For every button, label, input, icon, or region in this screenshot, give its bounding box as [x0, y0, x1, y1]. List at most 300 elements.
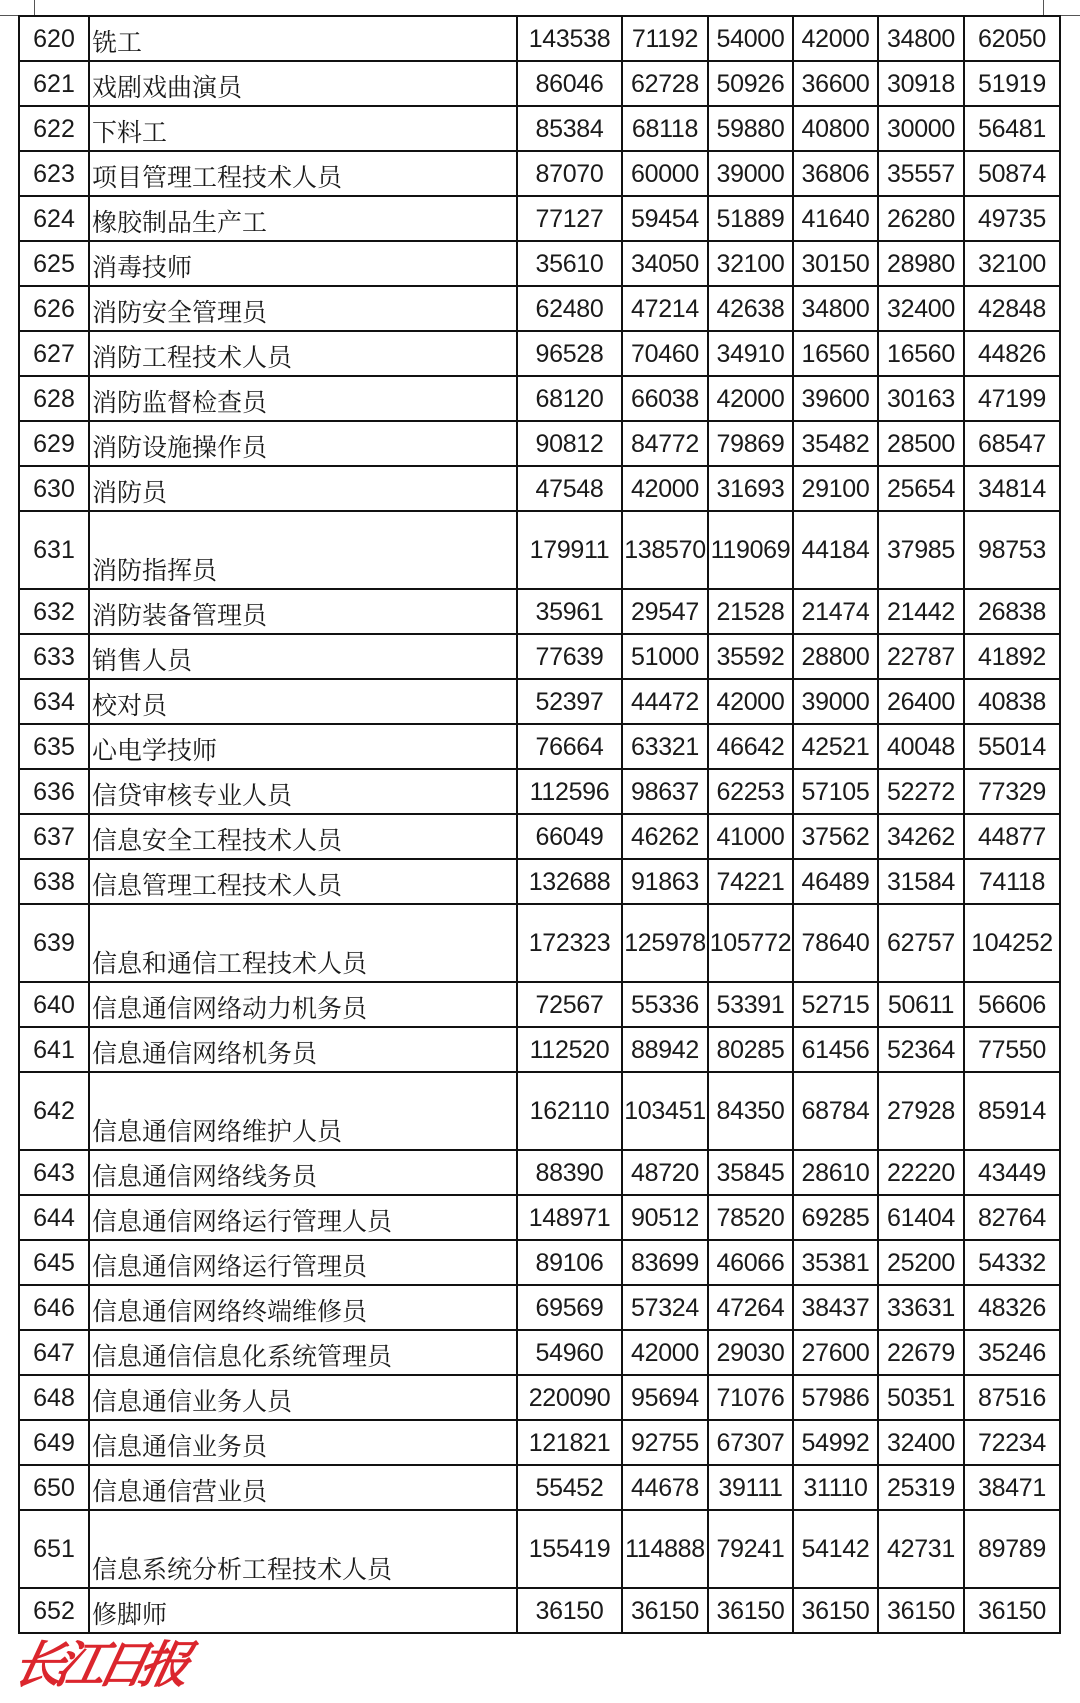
page-corner-mark-right: [1043, 0, 1044, 15]
salary-value: 62253: [708, 769, 793, 814]
salary-value: 54992: [793, 1420, 878, 1465]
salary-value: 22787: [878, 634, 964, 679]
occupation-name: 信息系统分析工程技术人员: [89, 1510, 517, 1588]
occupation-name: 消防员: [89, 466, 517, 511]
salary-value: 44184: [793, 511, 878, 589]
salary-value: 42000: [793, 16, 878, 61]
salary-value: 36806: [793, 151, 878, 196]
salary-value: 89789: [964, 1510, 1060, 1588]
salary-value: 30000: [878, 106, 964, 151]
salary-value: 34800: [793, 286, 878, 331]
table-row: [19, 1420, 1080, 1465]
row-index: 636: [19, 769, 89, 814]
table-row: [19, 376, 1080, 421]
salary-value: 44877: [964, 814, 1060, 859]
table-row: [19, 1285, 1080, 1330]
row-index: 638: [19, 859, 89, 904]
table-row: [19, 1330, 1080, 1375]
salary-value: 50611: [878, 982, 964, 1027]
salary-value: 55452: [517, 1465, 622, 1510]
row-index: 634: [19, 679, 89, 724]
salary-value: 85384: [517, 106, 622, 151]
occupation-name: 信息通信网络运行管理员: [89, 1240, 517, 1285]
salary-value: 47214: [622, 286, 708, 331]
salary-value: 69285: [793, 1195, 878, 1240]
salary-value: 78640: [793, 904, 878, 982]
salary-value: 46066: [708, 1240, 793, 1285]
salary-value: 77329: [964, 769, 1060, 814]
occupation-name: 消防监督检查员: [89, 376, 517, 421]
salary-value: 54960: [517, 1330, 622, 1375]
salary-value: 70460: [622, 331, 708, 376]
salary-value: 51919: [964, 61, 1060, 106]
row-index: 627: [19, 331, 89, 376]
salary-value: 114888: [622, 1510, 708, 1588]
salary-value: 35557: [878, 151, 964, 196]
salary-value: 16560: [793, 331, 878, 376]
salary-value: 35610: [517, 241, 622, 286]
salary-value: 55336: [622, 982, 708, 1027]
salary-value: 35381: [793, 1240, 878, 1285]
salary-value: 51000: [622, 634, 708, 679]
salary-value: 29030: [708, 1330, 793, 1375]
salary-value: 77550: [964, 1027, 1060, 1072]
salary-value: 28980: [878, 241, 964, 286]
salary-value: 79869: [708, 421, 793, 466]
salary-value: 41000: [708, 814, 793, 859]
salary-value: 49735: [964, 196, 1060, 241]
salary-value: 29100: [793, 466, 878, 511]
salary-value: 34814: [964, 466, 1060, 511]
salary-value: 66049: [517, 814, 622, 859]
salary-value: 35961: [517, 589, 622, 634]
salary-value: 34910: [708, 331, 793, 376]
salary-value: 62757: [878, 904, 964, 982]
salary-value: 22679: [878, 1330, 964, 1375]
salary-value: 40800: [793, 106, 878, 151]
salary-value: 40048: [878, 724, 964, 769]
salary-value: 105772: [708, 904, 793, 982]
salary-value: 74221: [708, 859, 793, 904]
salary-value: 26838: [964, 589, 1060, 634]
salary-table: [18, 15, 1080, 1634]
salary-value: 36150: [708, 1588, 793, 1633]
salary-value: 35592: [708, 634, 793, 679]
salary-value: 78520: [708, 1195, 793, 1240]
occupation-name: 信息通信业务人员: [89, 1375, 517, 1420]
table-row: [19, 106, 1080, 151]
salary-value: 54000: [708, 16, 793, 61]
row-index: 645: [19, 1240, 89, 1285]
occupation-name: 信息和通信工程技术人员: [89, 904, 517, 982]
salary-value: 103451: [622, 1072, 708, 1150]
salary-value: 32400: [878, 1420, 964, 1465]
salary-value: 68120: [517, 376, 622, 421]
salary-value: 59880: [708, 106, 793, 151]
salary-value: 68784: [793, 1072, 878, 1150]
salary-value: 89106: [517, 1240, 622, 1285]
occupation-name: 信息安全工程技术人员: [89, 814, 517, 859]
salary-value: 34262: [878, 814, 964, 859]
salary-value: 85914: [964, 1072, 1060, 1150]
salary-value: 61456: [793, 1027, 878, 1072]
table-row: [19, 904, 1080, 982]
salary-value: 61404: [878, 1195, 964, 1240]
salary-value: 41640: [793, 196, 878, 241]
salary-value: 32400: [878, 286, 964, 331]
salary-value: 98637: [622, 769, 708, 814]
salary-value: 43449: [964, 1150, 1060, 1195]
table-row: [19, 466, 1080, 511]
occupation-name: 橡胶制品生产工: [89, 196, 517, 241]
table-row: [19, 634, 1080, 679]
salary-value: 39600: [793, 376, 878, 421]
salary-value: 48326: [964, 1285, 1060, 1330]
salary-value: 29547: [622, 589, 708, 634]
row-index: 650: [19, 1465, 89, 1510]
table-row: [19, 679, 1080, 724]
salary-value: 37562: [793, 814, 878, 859]
salary-value: 52272: [878, 769, 964, 814]
salary-value: 31693: [708, 466, 793, 511]
table-row: [19, 61, 1080, 106]
occupation-name: 信息通信网络运行管理人员: [89, 1195, 517, 1240]
salary-value: 41892: [964, 634, 1060, 679]
salary-value: 80285: [708, 1027, 793, 1072]
table-row: [19, 769, 1080, 814]
salary-value: 51889: [708, 196, 793, 241]
occupation-name: 信息通信网络终端维修员: [89, 1285, 517, 1330]
salary-value: 56606: [964, 982, 1060, 1027]
row-index: 622: [19, 106, 89, 151]
salary-value: 82764: [964, 1195, 1060, 1240]
salary-value: 91863: [622, 859, 708, 904]
salary-value: 30163: [878, 376, 964, 421]
salary-value: 67307: [708, 1420, 793, 1465]
row-index: 649: [19, 1420, 89, 1465]
salary-value: 42731: [878, 1510, 964, 1588]
salary-value: 28800: [793, 634, 878, 679]
salary-value: 96528: [517, 331, 622, 376]
salary-value: 84772: [622, 421, 708, 466]
salary-value: 28610: [793, 1150, 878, 1195]
table-row: [19, 1027, 1080, 1072]
salary-value: 25654: [878, 466, 964, 511]
table-row: [19, 859, 1080, 904]
salary-value: 95694: [622, 1375, 708, 1420]
salary-value: 88390: [517, 1150, 622, 1195]
occupation-name: 信息通信信息化系统管理员: [89, 1330, 517, 1375]
salary-value: 42000: [622, 1330, 708, 1375]
salary-value: 71192: [622, 16, 708, 61]
salary-value: 54332: [964, 1240, 1060, 1285]
salary-value: 50351: [878, 1375, 964, 1420]
salary-value: 172323: [517, 904, 622, 982]
page-corner-mark-left-h: [0, 15, 18, 16]
salary-value: 47548: [517, 466, 622, 511]
row-index: 628: [19, 376, 89, 421]
row-index: 646: [19, 1285, 89, 1330]
salary-value: 39000: [793, 679, 878, 724]
table-row: [19, 724, 1080, 769]
occupation-name: 消防装备管理员: [89, 589, 517, 634]
salary-value: 46642: [708, 724, 793, 769]
salary-value: 36150: [793, 1588, 878, 1633]
salary-value: 42848: [964, 286, 1060, 331]
salary-value: 83699: [622, 1240, 708, 1285]
table-row: [19, 1072, 1080, 1150]
table-row: [19, 151, 1080, 196]
salary-value: 63321: [622, 724, 708, 769]
salary-value: 57986: [793, 1375, 878, 1420]
salary-value: 62050: [964, 16, 1060, 61]
salary-value: 220090: [517, 1375, 622, 1420]
occupation-name: 铣工: [89, 16, 517, 61]
salary-value: 42000: [708, 376, 793, 421]
salary-value: 31584: [878, 859, 964, 904]
salary-value: 36600: [793, 61, 878, 106]
row-index: 633: [19, 634, 89, 679]
occupation-name: 消防指挥员: [89, 511, 517, 589]
salary-value: 155419: [517, 1510, 622, 1588]
row-index: 626: [19, 286, 89, 331]
occupation-name: 项目管理工程技术人员: [89, 151, 517, 196]
salary-value: 53391: [708, 982, 793, 1027]
salary-value: 54142: [793, 1510, 878, 1588]
salary-value: 48720: [622, 1150, 708, 1195]
table-row: [19, 196, 1080, 241]
salary-value: 50926: [708, 61, 793, 106]
row-index: 637: [19, 814, 89, 859]
occupation-name: 修脚师: [89, 1588, 517, 1633]
row-index: 639: [19, 904, 89, 982]
salary-value: 21528: [708, 589, 793, 634]
salary-value: 132688: [517, 859, 622, 904]
salary-value: 74118: [964, 859, 1060, 904]
salary-value: 42638: [708, 286, 793, 331]
row-index: 644: [19, 1195, 89, 1240]
table-row: [19, 814, 1080, 859]
salary-value: 25200: [878, 1240, 964, 1285]
salary-value: 87516: [964, 1375, 1060, 1420]
salary-value: 87070: [517, 151, 622, 196]
salary-value: 27600: [793, 1330, 878, 1375]
salary-value: 52364: [878, 1027, 964, 1072]
occupation-name: 信息通信网络动力机务员: [89, 982, 517, 1027]
salary-value: 21474: [793, 589, 878, 634]
salary-value: 36150: [964, 1588, 1060, 1633]
salary-value: 36150: [517, 1588, 622, 1633]
salary-value: 72567: [517, 982, 622, 1027]
occupation-name: 下料工: [89, 106, 517, 151]
salary-value: 72234: [964, 1420, 1060, 1465]
salary-value: 46489: [793, 859, 878, 904]
salary-value: 36150: [878, 1588, 964, 1633]
row-index: 631: [19, 511, 89, 589]
salary-value: 68118: [622, 106, 708, 151]
salary-value: 44678: [622, 1465, 708, 1510]
salary-value: 47264: [708, 1285, 793, 1330]
salary-value: 55014: [964, 724, 1060, 769]
salary-value: 38471: [964, 1465, 1060, 1510]
salary-value: 33631: [878, 1285, 964, 1330]
table-row: [19, 1510, 1080, 1588]
salary-value: 36150: [622, 1588, 708, 1633]
table-row: [19, 1150, 1080, 1195]
salary-value: 104252: [964, 904, 1060, 982]
table-row: [19, 1195, 1080, 1240]
salary-value: 90512: [622, 1195, 708, 1240]
salary-value: 27928: [878, 1072, 964, 1150]
row-index: 620: [19, 16, 89, 61]
salary-value: 42000: [622, 466, 708, 511]
occupation-name: 信息通信网络维护人员: [89, 1072, 517, 1150]
salary-value: 37985: [878, 511, 964, 589]
salary-value: 84350: [708, 1072, 793, 1150]
occupation-name: 信息通信网络机务员: [89, 1027, 517, 1072]
occupation-name: 信息管理工程技术人员: [89, 859, 517, 904]
salary-value: 26280: [878, 196, 964, 241]
row-index: 632: [19, 589, 89, 634]
row-index: 640: [19, 982, 89, 1027]
table-row: [19, 982, 1080, 1027]
row-index: 621: [19, 61, 89, 106]
table-row: [19, 589, 1080, 634]
row-index: 625: [19, 241, 89, 286]
row-index: 624: [19, 196, 89, 241]
salary-value: 46262: [622, 814, 708, 859]
salary-value: 77127: [517, 196, 622, 241]
row-index: 651: [19, 1510, 89, 1588]
table-body: [19, 16, 1080, 1633]
salary-value: 39000: [708, 151, 793, 196]
occupation-name: 消防设施操作员: [89, 421, 517, 466]
table-row: [19, 241, 1080, 286]
salary-value: 179911: [517, 511, 622, 589]
salary-value: 68547: [964, 421, 1060, 466]
occupation-name: 校对员: [89, 679, 517, 724]
occupation-name: 消毒技师: [89, 241, 517, 286]
salary-value: 62728: [622, 61, 708, 106]
occupation-name: 戏剧戏曲演员: [89, 61, 517, 106]
salary-value: 31110: [793, 1465, 878, 1510]
salary-value: 40838: [964, 679, 1060, 724]
row-index: 641: [19, 1027, 89, 1072]
table-row: [19, 1375, 1080, 1420]
salary-value: 76664: [517, 724, 622, 769]
salary-value: 69569: [517, 1285, 622, 1330]
salary-value: 34800: [878, 16, 964, 61]
salary-value: 28500: [878, 421, 964, 466]
salary-value: 30918: [878, 61, 964, 106]
salary-value: 162110: [517, 1072, 622, 1150]
salary-value: 62480: [517, 286, 622, 331]
row-index: 652: [19, 1588, 89, 1633]
salary-value: 22220: [878, 1150, 964, 1195]
salary-value: 59454: [622, 196, 708, 241]
salary-value: 52397: [517, 679, 622, 724]
salary-value: 112596: [517, 769, 622, 814]
salary-value: 88942: [622, 1027, 708, 1072]
salary-value: 121821: [517, 1420, 622, 1465]
salary-value: 112520: [517, 1027, 622, 1072]
salary-value: 47199: [964, 376, 1060, 421]
salary-value: 35845: [708, 1150, 793, 1195]
table-row: [19, 421, 1080, 466]
table-row: [19, 331, 1080, 376]
salary-value: 38437: [793, 1285, 878, 1330]
table-row: [19, 1240, 1080, 1285]
row-index: 629: [19, 421, 89, 466]
salary-value: 125978: [622, 904, 708, 982]
salary-value: 25319: [878, 1465, 964, 1510]
salary-value: 92755: [622, 1420, 708, 1465]
table-row: [19, 16, 1080, 61]
salary-value: 56481: [964, 106, 1060, 151]
occupation-name: 消防安全管理员: [89, 286, 517, 331]
row-index: 630: [19, 466, 89, 511]
salary-value: 86046: [517, 61, 622, 106]
salary-value: 32100: [964, 241, 1060, 286]
salary-value: 44472: [622, 679, 708, 724]
salary-value: 16560: [878, 331, 964, 376]
occupation-name: 销售人员: [89, 634, 517, 679]
salary-value: 32100: [708, 241, 793, 286]
occupation-name: 消防工程技术人员: [89, 331, 517, 376]
salary-value: 57105: [793, 769, 878, 814]
salary-value: 30150: [793, 241, 878, 286]
salary-value: 26400: [878, 679, 964, 724]
salary-value: 60000: [622, 151, 708, 196]
page-corner-mark-left: [34, 0, 35, 15]
salary-value: 42521: [793, 724, 878, 769]
table-row: [19, 1588, 1080, 1633]
salary-value: 42000: [708, 679, 793, 724]
occupation-name: 信贷审核专业人员: [89, 769, 517, 814]
salary-value: 35482: [793, 421, 878, 466]
salary-value: 50874: [964, 151, 1060, 196]
salary-value: 77639: [517, 634, 622, 679]
salary-value: 90812: [517, 421, 622, 466]
salary-value: 44826: [964, 331, 1060, 376]
table-row: [19, 1465, 1080, 1510]
occupation-name: 心电学技师: [89, 724, 517, 769]
row-index: 642: [19, 1072, 89, 1150]
salary-value: 39111: [708, 1465, 793, 1510]
salary-value: 66038: [622, 376, 708, 421]
salary-value: 34050: [622, 241, 708, 286]
occupation-name: 信息通信网络线务员: [89, 1150, 517, 1195]
row-index: 635: [19, 724, 89, 769]
salary-value: 21442: [878, 589, 964, 634]
table-row: [19, 511, 1080, 589]
row-index: 623: [19, 151, 89, 196]
salary-value: 143538: [517, 16, 622, 61]
salary-value: 119069: [708, 511, 793, 589]
salary-value: 57324: [622, 1285, 708, 1330]
salary-value: 52715: [793, 982, 878, 1027]
salary-value: 138570: [622, 511, 708, 589]
table-row: [19, 286, 1080, 331]
salary-value: 35246: [964, 1330, 1060, 1375]
salary-value: 71076: [708, 1375, 793, 1420]
salary-value: 148971: [517, 1195, 622, 1240]
row-index: 643: [19, 1150, 89, 1195]
occupation-name: 信息通信营业员: [89, 1465, 517, 1510]
salary-value: 98753: [964, 511, 1060, 589]
newspaper-watermark: 长江日报: [7, 1635, 189, 1694]
occupation-name: 信息通信业务员: [89, 1420, 517, 1465]
